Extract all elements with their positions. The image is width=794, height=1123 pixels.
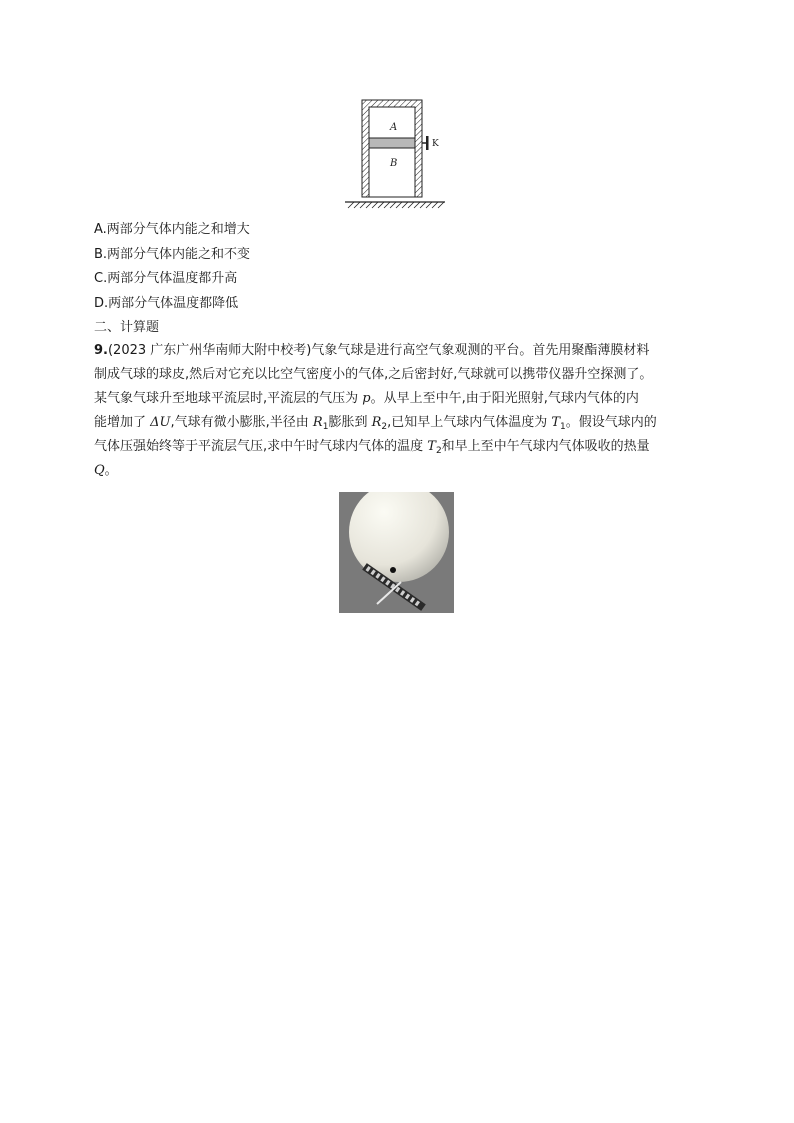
option-c: C.两部分气体温度都升高 xyxy=(94,271,238,286)
problem-9 xyxy=(94,339,724,483)
var-r1: R xyxy=(312,415,323,430)
option-a: A.两部分气体内能之和增大 xyxy=(94,222,250,237)
problem-line-6: Q。 xyxy=(94,463,118,478)
problem-line-1: 9.(2023 广东广州华南师大附中校考)气象气球是进行高空气象观测的平台。首先用聚酯薄膜材料 xyxy=(94,343,650,358)
balloon-port xyxy=(390,567,396,573)
problem-line-3: 某气象气球升至地球平流层时,平流层的气压为 p。从早上至中午,由于阳光照射,气球内气体的内 xyxy=(94,391,639,406)
var-t1: T xyxy=(551,415,561,430)
var-t2: T xyxy=(427,439,436,454)
weather-balloon-photo xyxy=(339,492,454,613)
problem-line-2: 制成气球的球皮,然后对它充以比空气密度小的气体,之后密封好,气球就可以携带仪器升空探测了。 xyxy=(94,367,653,382)
var-delta-u: ΔU xyxy=(150,415,171,430)
section-title: 二、计算题 xyxy=(94,320,160,335)
question-number: 9. xyxy=(94,343,108,358)
label-b: B xyxy=(390,158,398,169)
valve-k xyxy=(422,136,429,150)
var-q: Q xyxy=(94,463,105,478)
label-a: A xyxy=(390,122,398,133)
problem-line-5: 气体压强始终等于平流层气压,求中午时气球内气体的温度 $T_2$和早上至中午气球内气体吸收的热量 xyxy=(94,439,650,456)
answer-options xyxy=(94,218,714,316)
cylinder-diagram xyxy=(340,98,450,213)
option-d: D.两部分气体温度都降低 xyxy=(94,295,239,311)
label-k: K xyxy=(432,139,439,149)
piston xyxy=(369,138,415,148)
problem-line-4: 能增加了 ΔU,气球有微小膨胀,半径由 $R_1$膨胀到 $R_2$,已知早上气球内气体温度为 $T_1$。假设气球内的 xyxy=(94,415,657,432)
ground xyxy=(345,202,445,208)
option-b: B.两部分气体内能之和不变 xyxy=(94,246,251,262)
var-r2: R xyxy=(371,415,382,430)
var-p: p xyxy=(362,391,371,406)
